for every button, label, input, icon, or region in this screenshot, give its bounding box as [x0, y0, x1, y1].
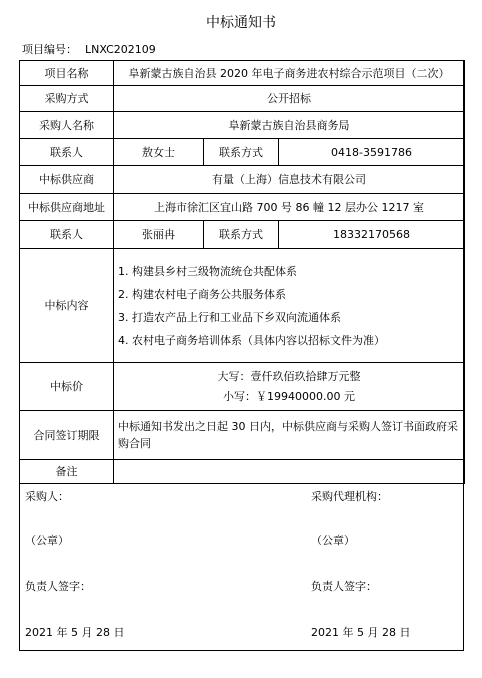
- purchaser-contact-label: 联系人: [20, 139, 114, 166]
- supplier-contact-value: 张丽冉: [114, 221, 204, 249]
- award-content-label: 中标内容: [20, 249, 114, 363]
- sign-deadline-label: 合同签订期限: [20, 411, 114, 460]
- project-number-value: LNXC202109: [85, 43, 156, 56]
- price-uppercase: 大写：壹仟玖佰玖拾肆万元整: [217, 369, 361, 383]
- list-item: 1. 构建县乡村三级物流统仓共配体系: [118, 264, 297, 278]
- supplier-address-value: 上海市徐汇区宜山路 700 号 86 幢 12 层办公 1217 室: [114, 194, 465, 221]
- supplier-contact-label: 联系人: [20, 221, 114, 249]
- supplier-label: 中标供应商: [20, 166, 114, 194]
- agency-signer: 负责人签字：: [311, 580, 377, 593]
- agency-seal: （公章）: [311, 534, 355, 547]
- sign-deadline-value: 中标通知书发出之日起 30 日内，中标供应商与采购人签订书面政府采购合同: [114, 411, 465, 460]
- price-numeric: 小写：￥19940000.00 元: [223, 389, 355, 403]
- project-number: [22, 41, 164, 57]
- list-item: 3. 打造农产品上行和工业品下乡双向流通体系: [118, 310, 341, 324]
- supplier-address-label: 中标供应商地址: [20, 194, 114, 221]
- project-name-label: 项目名称: [20, 61, 114, 86]
- document-title: 中标通知书: [206, 15, 276, 31]
- procurement-method-label: 采购方式: [20, 86, 114, 112]
- purchaser-phone-label: 联系方式: [204, 139, 279, 166]
- purchaser-date: 2021 年 5 月 28 日: [25, 626, 125, 639]
- list-item: 4. 农村电子商务培训体系（具体内容以招标文件为准）: [118, 333, 385, 347]
- list-item: 2. 构建农村电子商务公共服务体系: [118, 287, 286, 301]
- supplier-phone-label: 联系方式: [204, 221, 279, 249]
- agency-sign-label: 采购代理机构：: [311, 490, 388, 503]
- award-price-label: 中标价: [20, 363, 114, 411]
- project-number-label: 项目编号：: [22, 43, 77, 56]
- purchaser-label: 采购人名称: [20, 112, 114, 139]
- project-name-value: 阜新蒙古族自治县 2020 年电子商务进农村综合示范项目（二次）: [114, 61, 465, 86]
- signature-area: [19, 482, 464, 651]
- procurement-method-value: 公开招标: [114, 86, 465, 112]
- remark-label: 备注: [20, 460, 114, 484]
- supplier-phone-value: 18332170568: [279, 221, 465, 249]
- supplier-value: 有量（上海）信息技术有限公司: [114, 166, 465, 194]
- purchaser-phone-value: 0418-3591786: [279, 139, 465, 166]
- agency-date: 2021 年 5 月 28 日: [311, 626, 411, 639]
- purchaser-signer: 负责人签字：: [25, 580, 91, 593]
- purchaser-value: 阜新蒙古族自治县商务局: [114, 112, 465, 139]
- purchaser-sign-label: 采购人：: [25, 490, 69, 503]
- purchaser-seal: （公章）: [25, 534, 69, 547]
- purchaser-contact-value: 敖女士: [114, 139, 204, 166]
